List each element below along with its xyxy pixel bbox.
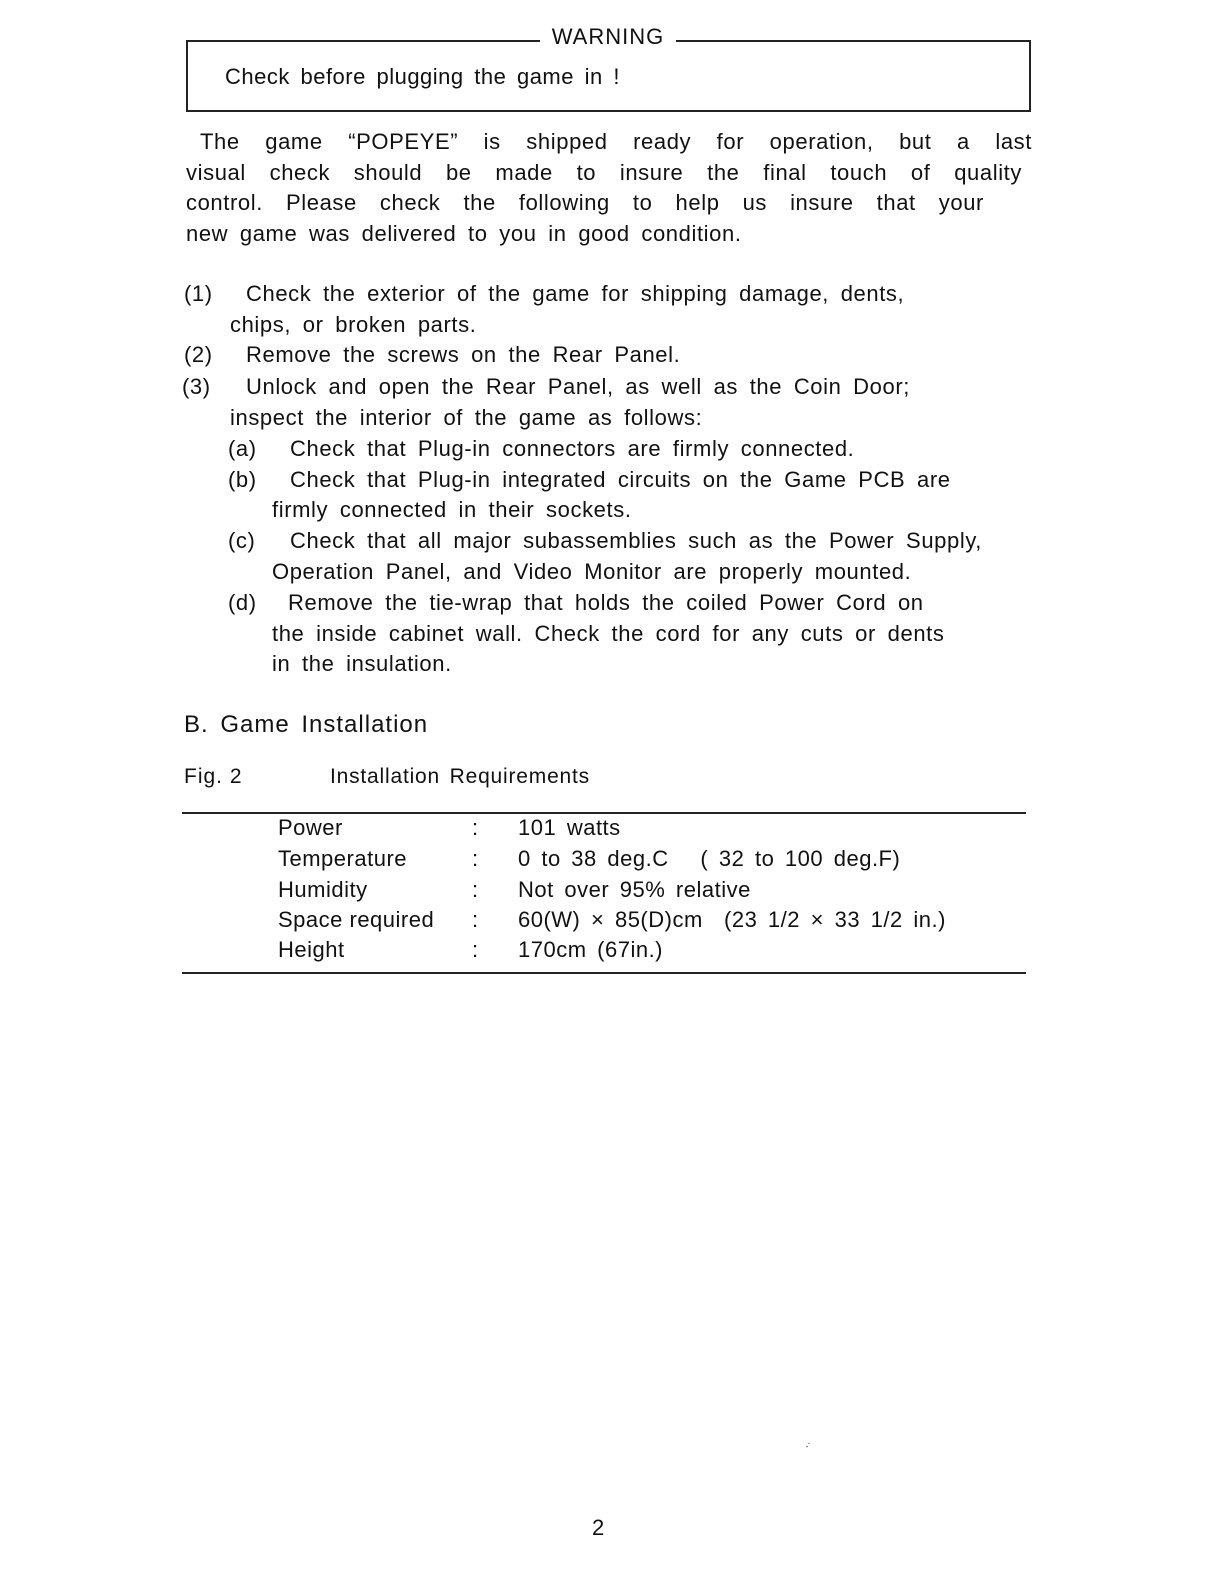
requirement-value: 60(W) × 85(D)cm (23 1/2 × 33 1/2 in.) (518, 907, 946, 932)
requirement-colon: : (472, 846, 479, 871)
sub-item-letter: (d) (228, 590, 257, 615)
requirement-label: Temperature (278, 846, 408, 871)
sub-item-text: Operation Panel, and Video Monitor are properly mounted. (272, 559, 912, 584)
figure-label: Fig. 2 (184, 765, 243, 788)
sub-item-text: firmly connected in their sockets. (272, 497, 632, 522)
requirement-value: Not over 95% relative (518, 877, 751, 902)
intro-line: control. Please check the following to help us insure that your (186, 190, 984, 215)
requirement-value: 170cm (67in.) (518, 937, 664, 962)
intro-line: visual check should be made to insure the final touch of quality (186, 159, 1022, 185)
scan-speck-mark (806, 1442, 810, 1448)
requirement-colon: : (472, 815, 479, 840)
list-item-number: (3) (182, 374, 211, 399)
list-item-number: (1) (184, 281, 213, 306)
requirement-colon: : (472, 907, 479, 932)
list-item-text: Remove the screws on the Rear Panel. (246, 342, 681, 367)
requirement-label: Humidity (278, 877, 368, 902)
table-top-rule (182, 812, 1026, 814)
requirement-label: Space required (278, 907, 435, 932)
requirement-value: 101 watts (518, 815, 621, 840)
section-heading: B. Game Installation (184, 711, 429, 738)
requirement-colon: : (472, 937, 479, 962)
figure-title: Installation Requirements (330, 765, 590, 788)
list-item-text: Unlock and open the Rear Panel, as well as the Coin Door; (246, 374, 910, 399)
sub-item-text: Check that Plug-in connectors are firmly connected. (290, 436, 855, 461)
intro-paragraph (186, 127, 1036, 249)
warning-text: Check before plugging the game in ! (225, 64, 620, 89)
list-item-text: chips, or broken parts. (230, 312, 477, 337)
list-item-text: Check the exterior of the game for shipping damage, dents, (246, 281, 905, 306)
intro-line: The game “POPEYE” is shipped ready for operation, but a last (200, 129, 1032, 154)
requirement-value: 0 to 38 deg.C ( 32 to 100 deg.F) (518, 846, 901, 871)
warning-title: WARNING (551, 24, 665, 49)
table-bottom-rule (182, 972, 1026, 974)
list-item-number: (2) (184, 342, 213, 367)
sub-item-text: in the insulation. (272, 651, 452, 676)
list-item-text: inspect the interior of the game as follows: (230, 405, 703, 430)
requirement-colon: : (472, 877, 479, 902)
sub-item-letter: (c) (228, 528, 256, 553)
sub-item-letter: (b) (228, 467, 257, 492)
sub-item-letter: (a) (228, 436, 257, 461)
sub-item-text: Remove the tie-wrap that holds the coiled Power Cord on (288, 590, 924, 615)
sub-item-text: Check that all major subassemblies such as the Power Supply, (290, 528, 982, 553)
requirement-label: Power (278, 815, 343, 840)
requirement-label: Height (278, 937, 345, 962)
intro-line: new game was delivered to you in good condition. (186, 220, 742, 246)
page-number: 2 (592, 1515, 605, 1540)
sub-item-text: the inside cabinet wall. Check the cord for any cuts or dents (272, 621, 945, 646)
sub-item-text: Check that Plug-in integrated circuits on the Game PCB are (290, 467, 951, 492)
